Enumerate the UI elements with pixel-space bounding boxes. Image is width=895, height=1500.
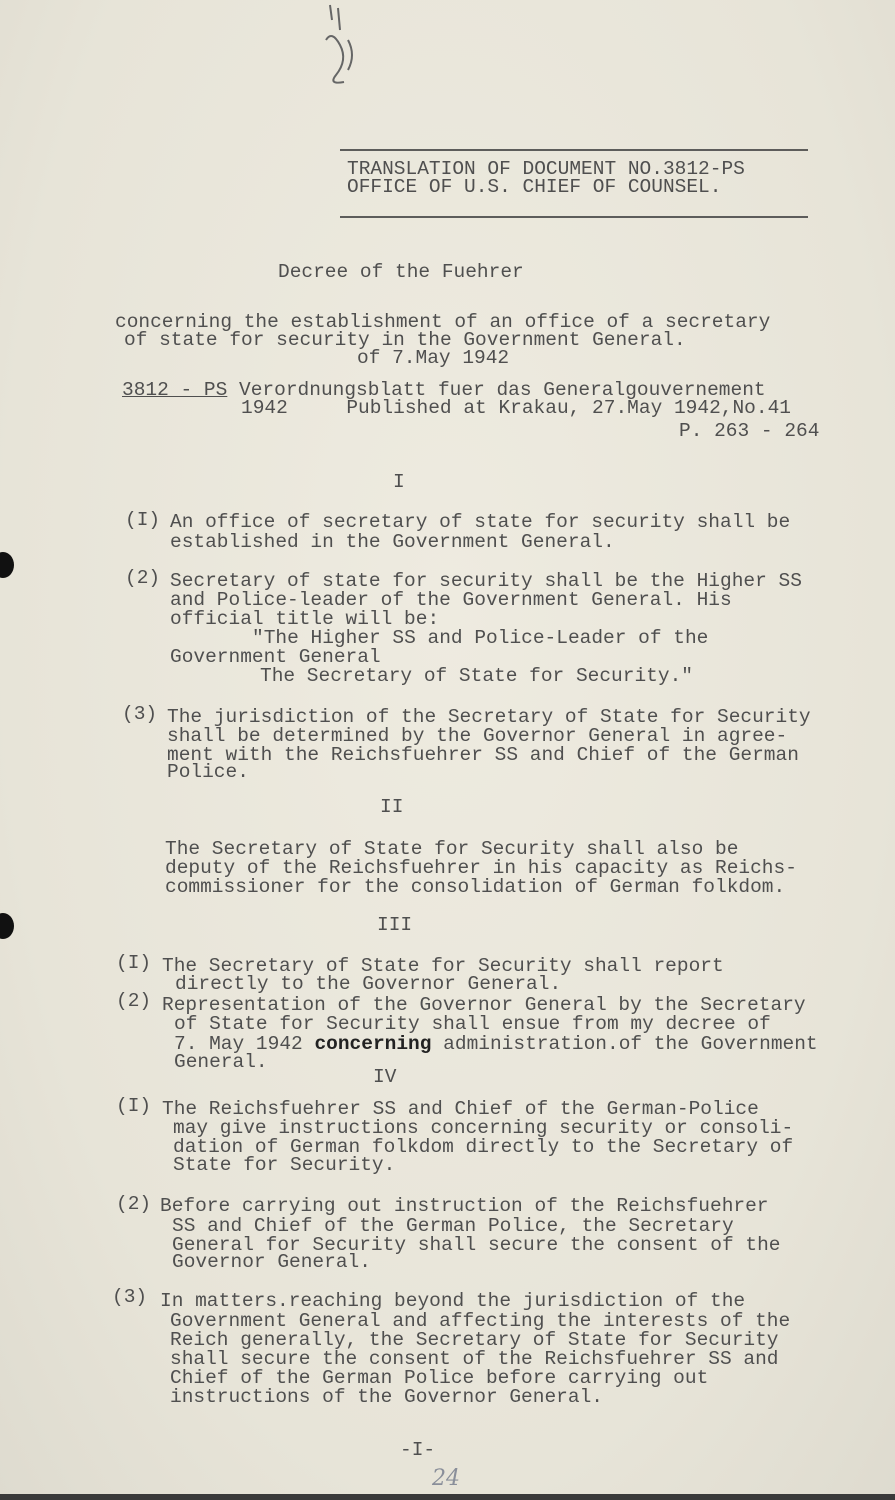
subtitle-line: of state for security in the Government General. (124, 329, 686, 351)
paragraph-line: The Secretary of State for Security." (260, 665, 693, 687)
overtyped-word: concerning (314, 1033, 432, 1055)
paragraph-number: (2) (125, 567, 161, 589)
paragraph-line: "The Higher SS and Police-Leader of the (252, 627, 709, 649)
ink-mark-icon (318, 0, 366, 90)
header-rule-bottom (340, 216, 808, 218)
section-heading: IV (373, 1066, 397, 1088)
paragraph-line: instructions of the Governor General. (170, 1386, 603, 1408)
header-line-2: OFFICE OF U.S. CHIEF OF COUNSEL. (347, 176, 722, 198)
punch-hole (0, 913, 14, 939)
section-heading: II (380, 796, 404, 818)
paragraph-line: Police. (167, 761, 249, 783)
paragraph-line: General for Security shall secure the consent of the (172, 1234, 781, 1256)
paragraph-number: (I) (116, 952, 152, 974)
paragraph-line: of State for Security shall ensue from my decree of (174, 1013, 771, 1035)
page-title: Decree of the Fuehrer (278, 261, 524, 283)
paragraph-line: official title will be: (170, 608, 440, 630)
paragraph-line: Reich generally, the Secretary of State for Security (170, 1329, 779, 1351)
paragraph-line: Government General (170, 646, 381, 668)
document-reference: 3812 - PS (122, 379, 228, 401)
section-heading: III (377, 914, 413, 936)
paragraph-line: The Secretary of State for Security shall report (162, 955, 724, 977)
paragraph-number: (I) (125, 509, 161, 531)
paragraph-number: (I) (116, 1095, 152, 1117)
paragraph-line: The Reichsfuehrer SS and Chief of the German-Police (162, 1098, 759, 1120)
paragraph-line: commissioner for the consolidation of German folkdom. (165, 876, 786, 898)
paragraph-line: SS and Chief of the German Police, the Secretary (172, 1215, 734, 1237)
punch-hole (0, 552, 14, 578)
paragraph-line: An office of secretary of state for security shall be (170, 511, 791, 533)
paragraph-line: directly to the Governor General. (175, 973, 562, 995)
paragraph-line: Representation of the Governor General by the Secretary (162, 994, 806, 1016)
source-line-2: 1942 Published at Krakau, 27.May 1942,No.41 (241, 397, 791, 419)
subtitle-line: concerning the establishment of an office of a secretary (115, 311, 771, 333)
paragraph-line: General. (174, 1051, 268, 1073)
paragraph-number: (2) (116, 990, 152, 1012)
section-heading: I (393, 471, 405, 493)
paragraph-line: Chief of the German Police before carrying out (170, 1367, 709, 1389)
paragraph-line: State for Security. (173, 1154, 396, 1176)
paragraph-line: The Secretary of State for Security shall also be (165, 838, 739, 860)
paragraph-line: ment with the Reichsfuehrer SS and Chief of the German (167, 744, 799, 766)
paragraph-line: dation of German folkdom directly to the Secretary of (173, 1136, 794, 1158)
paragraph-line: In matters.reaching beyond the jurisdiction of the (160, 1290, 746, 1312)
paragraph-number: (3) (112, 1286, 148, 1308)
paragraph-line: established in the Government General. (170, 531, 615, 553)
paragraph-line (174, 1034, 818, 1054)
paragraph-line: Government General and affecting the interests of the (170, 1310, 791, 1332)
text-run: administration.of the Government (431, 1033, 818, 1055)
source-pages: P. 263 - 264 (679, 420, 820, 442)
paragraph-line: and Police-leader of the Government General. His (170, 589, 732, 611)
paragraph-line: The jurisdiction of the Secretary of State for Security (167, 706, 811, 728)
paragraph-line: Before carrying out instruction of the Reichsfuehrer (160, 1195, 769, 1217)
page-marker: -I- (400, 1439, 436, 1461)
paragraph-line: Governor General. (172, 1251, 371, 1273)
decree-date: of 7.May 1942 (357, 347, 510, 369)
paragraph-line: shall be determined by the Governor General in agree- (167, 725, 788, 747)
source-title: Verordnungsblatt fuer das Generalgouvernement (227, 379, 766, 401)
text-run: 7. May 1942 (174, 1033, 315, 1055)
paragraph-line: deputy of the Reichsfuehrer in his capacity as Reichs- (165, 857, 797, 879)
header-line-1: TRANSLATION OF DOCUMENT NO.3812-PS (347, 158, 745, 180)
header-rule-top (340, 149, 808, 151)
paragraph-line: shall secure the consent of the Reichsfuehrer SS and (170, 1348, 779, 1370)
handwritten-page-number: 24 (432, 1466, 460, 1491)
scan-edge (0, 1494, 895, 1500)
paragraph-line: Secretary of state for security shall be the Higher SS (170, 570, 802, 592)
paragraph-line: may give instructions concerning security or consoli- (173, 1117, 794, 1139)
paragraph-number: (2) (116, 1193, 152, 1215)
paragraph-number: (3) (122, 703, 158, 725)
